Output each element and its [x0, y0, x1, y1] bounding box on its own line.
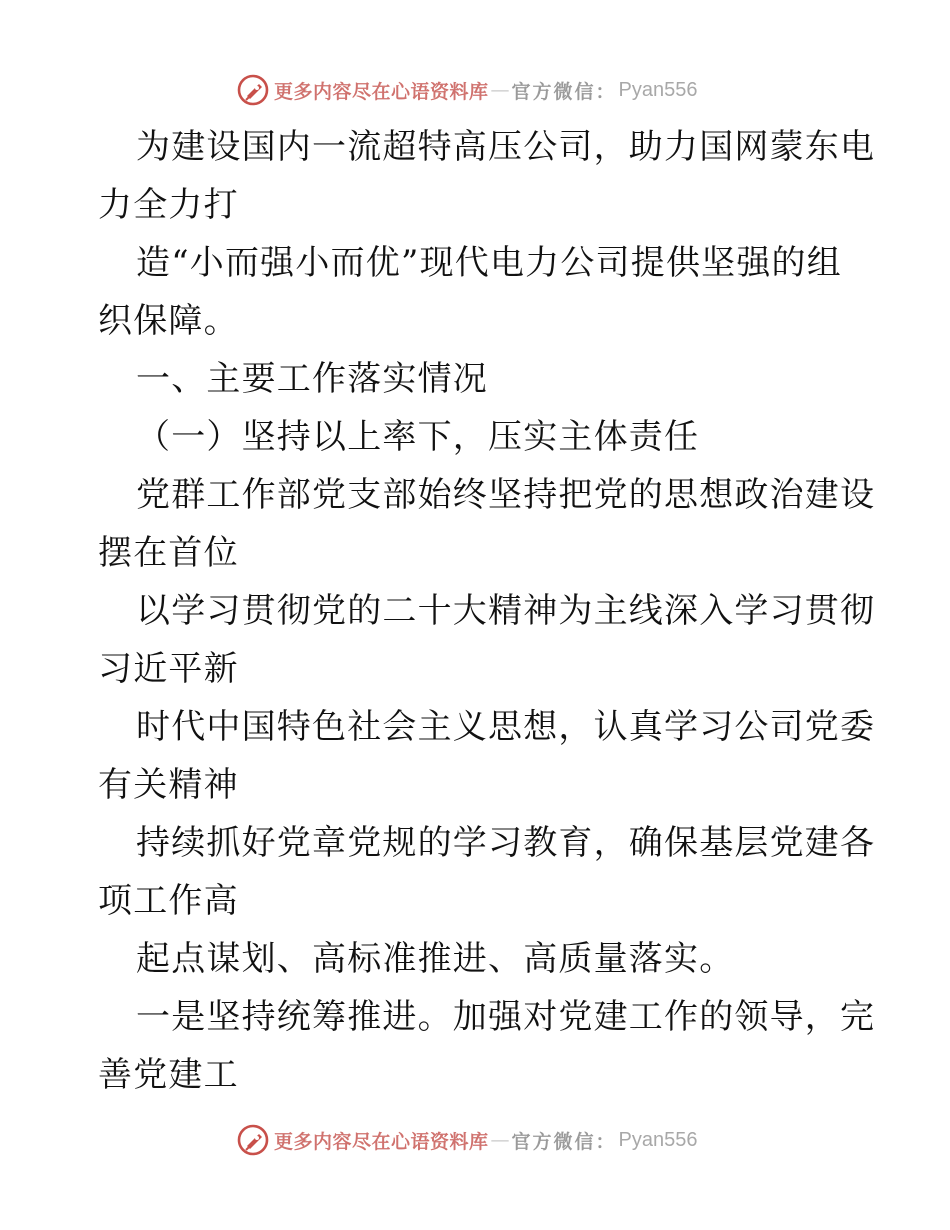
banner-official-label: 官方微信：	[511, 80, 617, 103]
text-line: 力全力打	[98, 185, 239, 225]
pen-nib-logo-icon	[236, 1123, 270, 1157]
text-line: 习近平新	[98, 649, 239, 689]
text-line: 以学习贯彻党的二十大精神为主线深入学习贯彻	[136, 591, 876, 631]
header-banner	[236, 73, 698, 107]
text-line: 一是坚持统筹推进。加强对党建工作的领导，完	[136, 997, 876, 1037]
footer-banner	[236, 1123, 698, 1157]
banner-official-label: 官方微信：	[511, 1130, 617, 1153]
banner-separator: —	[490, 1129, 510, 1151]
text-line: 党群工作部党支部始终坚持把党的思想政治建设	[136, 475, 876, 515]
text-line: 起点谋划、高标准推进、高质量落实。	[136, 939, 735, 979]
text-line: 时代中国特色社会主义思想，认真学习公司党委	[136, 707, 876, 747]
text-line: 造“小而强小而优”现代电力公司提供坚强的组	[136, 243, 842, 283]
banner-brand-text: 更多内容尽在心语资料库	[274, 80, 489, 103]
text-line: 项工作高	[98, 881, 239, 921]
text-line: 摆在首位	[98, 533, 239, 573]
banner-brand-text: 更多内容尽在心语资料库	[274, 1130, 489, 1153]
banner-separator: —	[490, 79, 510, 101]
text-line: 持续抓好党章党规的学习教育，确保基层党建各	[136, 823, 876, 863]
document-body	[98, 118, 876, 1104]
text-line: 有关精神	[98, 765, 239, 805]
banner-wechat-id: Pyan556	[618, 1128, 698, 1151]
subsection-heading: （一）坚持以上率下，压实主体责任	[136, 417, 700, 457]
section-heading: 一、主要工作落实情况	[136, 359, 488, 399]
banner-wechat-id: Pyan556	[618, 78, 698, 101]
text-line: 织保障。	[98, 301, 239, 341]
text-line: 为建设国内一流超特高压公司，助力国网蒙东电	[136, 127, 876, 167]
pen-nib-logo-icon	[236, 73, 270, 107]
text-line: 善党建工	[98, 1055, 239, 1095]
